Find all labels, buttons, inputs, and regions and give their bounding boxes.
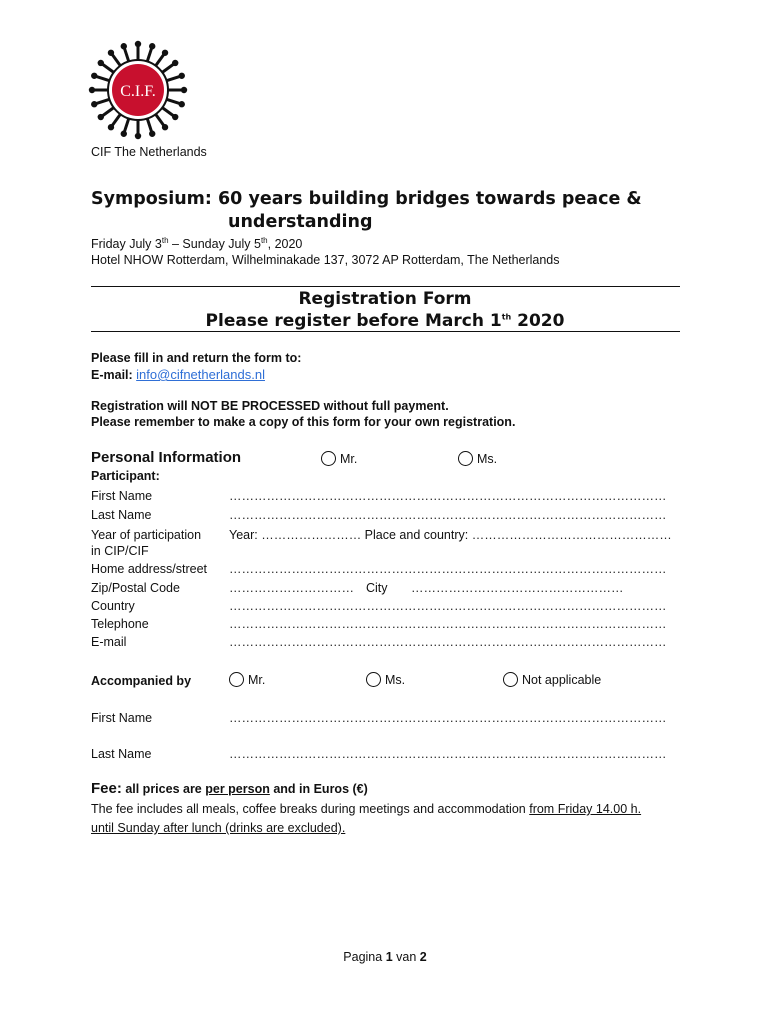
symposium-title-line2: understanding (228, 212, 373, 232)
zip-label: Zip/Postal Code (91, 581, 180, 595)
first-name-field[interactable]: …………………………………………………………………………………………… (229, 489, 667, 503)
accompanied-label: Accompanied by (91, 674, 192, 688)
acc-first-name-label: First Name (91, 711, 153, 725)
home-address-field[interactable]: …………………………………………………………………………………………… (229, 562, 667, 576)
city-field[interactable]: …………………………………………… (411, 581, 624, 595)
country-label: Country (91, 599, 135, 613)
accompanied-ms-radio[interactable]: Ms. (366, 672, 405, 688)
email-line: E-mail: info@cifnetherlands.nl (91, 367, 265, 382)
first-name-label: First Name (91, 489, 153, 503)
registration-deadline: Please register before March 1th 2020 (205, 311, 565, 331)
mr-radio[interactable]: Mr. (321, 451, 357, 467)
symposium-title-line1: Symposium: 60 years building bridges towards peace & (91, 189, 642, 209)
radio-circle-icon (366, 672, 381, 687)
email-link[interactable]: info@cifnetherlands.nl (136, 367, 265, 382)
email-field[interactable]: …………………………………………………………………………………………… (229, 635, 667, 649)
accompanied-na-radio[interactable]: Not applicable (503, 672, 601, 688)
top-rule (91, 286, 680, 287)
radio-circle-icon (503, 672, 518, 687)
page-footer: Pagina 1 van 2 (343, 950, 427, 964)
radio-circle-icon (458, 451, 473, 466)
fill-instructions: Please fill in and return the form to: (91, 351, 302, 365)
warning-payment: Registration will NOT BE PROCESSED without full payment. (91, 399, 449, 413)
logo-text: C.I.F. (120, 83, 156, 100)
radio-circle-icon (321, 451, 336, 466)
acc-last-name-field[interactable]: …………………………………………………………………………………………… (229, 747, 667, 761)
year-place-field[interactable]: Year: …………………… Place and country: ………………………………………… (229, 528, 672, 542)
telephone-field[interactable]: …………………………………………………………………………………………… (229, 617, 667, 631)
city-label: City (366, 581, 388, 595)
fee-heading-line: Fee: all prices are per person and in Euros (€) (91, 780, 368, 797)
registration-title: Registration Form (298, 289, 472, 309)
symposium-venue: Hotel NHOW Rotterdam, Wilhelminakade 137, 3072 AP Rotterdam, The Netherlands (91, 253, 560, 267)
year-label: Year of participation (91, 528, 202, 542)
symposium-dates: Friday July 3th – Sunday July 5th, 2020 (91, 235, 303, 251)
year-label-2: in CIP/CIF (91, 544, 149, 558)
fee-text-line1: The fee includes all meals, coffee breaks during meetings and accommodation from Friday 14.00 h. (91, 802, 642, 816)
telephone-label: Telephone (91, 617, 149, 631)
fee-text-line2: until Sunday after lunch (drinks are excluded). (91, 821, 346, 835)
ms-radio[interactable]: Ms. (458, 451, 497, 467)
last-name-label: Last Name (91, 508, 152, 522)
personal-info-heading: Personal Information (91, 449, 242, 466)
last-name-field[interactable]: …………………………………………………………………………………………… (229, 508, 667, 522)
bottom-rule (91, 331, 680, 332)
accompanied-mr-radio[interactable]: Mr. (229, 672, 265, 688)
country-field[interactable]: …………………………………………………………………………………………… (229, 599, 667, 613)
org-name: CIF The Netherlands (91, 145, 207, 159)
participant-label: Participant: (91, 469, 160, 483)
acc-last-name-label: Last Name (91, 747, 152, 761)
radio-circle-icon (229, 672, 244, 687)
zip-field[interactable]: ………………………… (229, 581, 354, 595)
warning-copy: Please remember to make a copy of this form for your own registration. (91, 415, 516, 429)
acc-first-name-field[interactable]: …………………………………………………………………………………………… (229, 711, 667, 725)
cif-logo (88, 40, 188, 140)
home-address-label: Home address/street (91, 562, 208, 576)
email-label: E-mail (91, 635, 127, 649)
